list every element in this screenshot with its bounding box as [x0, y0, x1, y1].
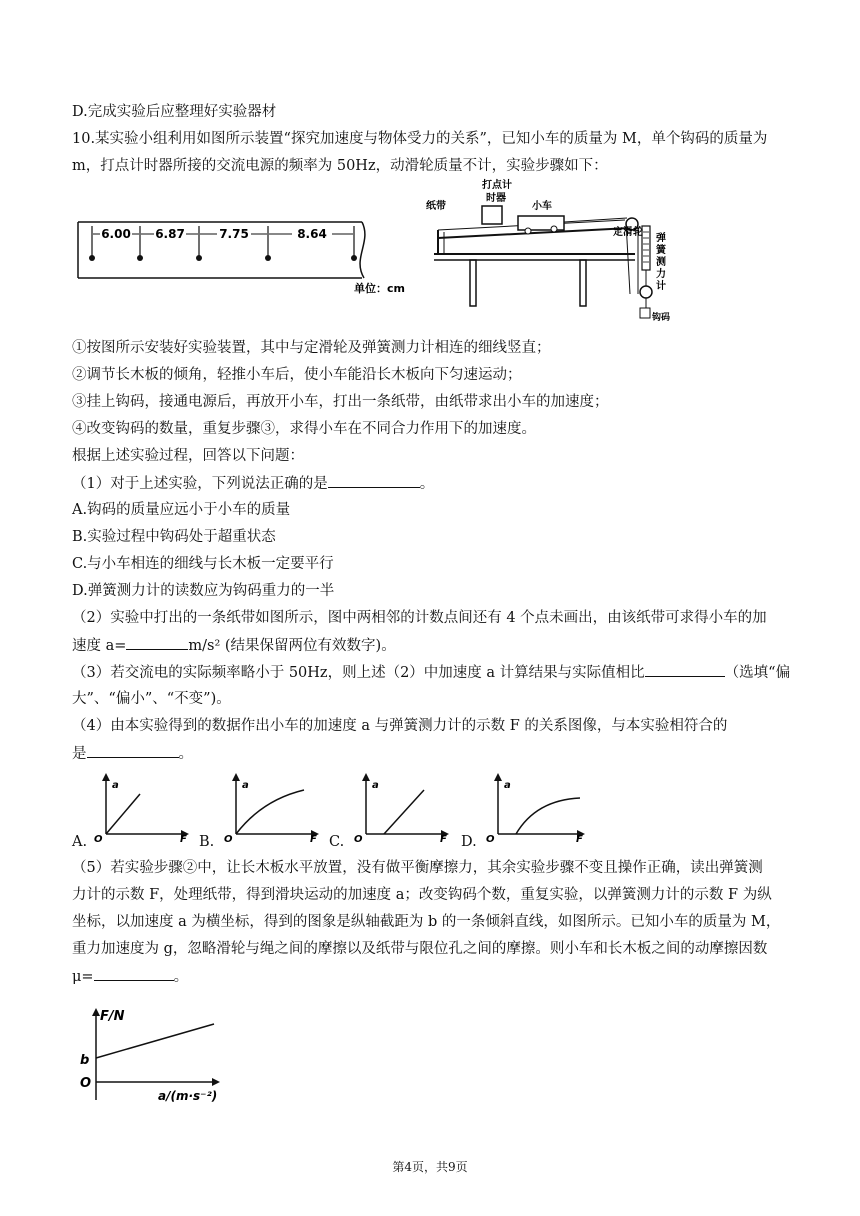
- graph-option-c: [352, 770, 452, 842]
- timer-shape: [482, 206, 502, 224]
- tape-unit-label: 单位：cm: [354, 282, 405, 295]
- paper-tape-figure: [72, 212, 420, 298]
- label-cart: 小车: [532, 201, 552, 212]
- step-1: ①按图所示安装好实验装置，其中与定滑轮及弹簧测力计相连的细线竖直；: [72, 340, 551, 356]
- label-hook-weight: 钩码: [652, 313, 671, 323]
- p5-line4: 重力加速度为 g，忽略滑轮与绳之间的摩擦以及纸带与限位孔之间的摩擦。则小车和长木板之间的动摩擦因数: [72, 941, 768, 957]
- q10-intro-line1: 10.某实验小组利用如图所示装置“探究加速度与物体受力的关系”，已知小车的质量为 M，单个钩码的质量为: [72, 131, 768, 147]
- graph-d-y-label: a: [504, 780, 511, 791]
- p1-answer-blank: [328, 473, 420, 488]
- apparatus-figure: [420, 178, 700, 328]
- graph-option-a-label: A.: [72, 834, 88, 850]
- p4-line2-suffix: 。: [178, 746, 193, 762]
- p4-line2: [72, 743, 193, 764]
- step-4: ④改变钩码的数量，重复步骤③，求得小车在不同合力作用下的加速度。: [72, 421, 536, 437]
- p1-option-d: D.弹簧测力计的读数应为钩码重力的一半: [72, 583, 335, 599]
- graph-b-origin: O: [224, 834, 233, 842]
- tape-segment-4: 8.64: [297, 227, 327, 241]
- p3-line2: 大”、“偏小”、“不变”)。: [72, 691, 231, 707]
- graph-c-y-label: a: [372, 780, 379, 791]
- p5-graph: [74, 1000, 234, 1110]
- p5-graph-x-label: a/(m·s⁻²): [158, 1089, 218, 1103]
- label-pulley: 定滑轮: [613, 227, 643, 238]
- graph-a-x-label: F: [180, 834, 187, 842]
- p1-option-a: A.钩码的质量应远小于小车的质量: [72, 502, 291, 518]
- tape-segment-3: 7.75: [219, 227, 249, 241]
- p3-line1: [72, 662, 790, 683]
- p4-answer-blank: [87, 743, 179, 758]
- prev-option-d: D.完成实验后应整理好实验器材: [72, 104, 277, 120]
- page-footer: 第4页，共9页: [392, 1160, 468, 1174]
- p5-mu-suffix: 。: [173, 969, 189, 985]
- p5-line2: 力计的示数 F，处理纸带，得到滑块运动的加速度 a；改变钩码个数，重复实验，以弹簧测力计的示数 F 为纵: [72, 887, 772, 903]
- p2-line2-prefix: 速度 a=: [72, 638, 127, 654]
- p5-graph-origin: O: [80, 1076, 92, 1091]
- label-spring-scale: 弹簧测力计: [656, 233, 666, 292]
- answer-prompt: 根据上述实验过程，回答以下问题：: [72, 448, 304, 464]
- p1-stem: （1）对于上述实验，下列说法正确的是 。: [72, 473, 434, 494]
- p4-line2-prefix: 是: [72, 746, 87, 762]
- label-paper-tape: 纸带: [426, 201, 446, 212]
- p3-line1-text: （3）若交流电的实际频率略小于 50Hz，则上述（2）中加速度 a 计算结果与实际值相比: [72, 665, 645, 681]
- graph-option-d-label: D.: [461, 834, 477, 850]
- step-2: ②调节长木板的倾角，轻推小车后，使小车能沿长木板向下匀速运动；: [72, 367, 522, 383]
- p5-line3: 坐标，以加速度 a 为横坐标，得到的图象是纵轴截距为 b 的一条倾斜直线，如图所示。已知小车的质量为 M，: [72, 914, 781, 930]
- graph-c-x-label: F: [440, 834, 447, 842]
- graph-option-d: [484, 770, 588, 842]
- p5-graph-intercept: b: [80, 1053, 90, 1068]
- tape-segment-1: 6.00: [101, 227, 131, 241]
- p2-answer-blank: [126, 635, 188, 650]
- graph-c-origin: O: [354, 834, 363, 842]
- graph-option-c-label: C.: [329, 834, 345, 850]
- p1-option-c: C.与小车相连的细线与长木板一定要平行: [72, 556, 334, 572]
- p2-line1: （2）实验中打出的一条纸带如图所示，图中两相邻的计数点间还有 4 个点未画出，由该纸带可求得小车的加: [72, 610, 767, 626]
- label-timer-line2: 时器: [486, 193, 506, 204]
- p3-answer-blank: [645, 662, 725, 677]
- label-timer-line1: 打点计: [482, 180, 512, 191]
- graph-option-b: [222, 770, 322, 842]
- graph-option-a: [92, 770, 192, 842]
- graph-a-origin: O: [94, 834, 103, 842]
- tape-segment-2: 6.87: [155, 227, 185, 241]
- graph-d-x-label: F: [576, 834, 583, 842]
- p5-graph-y-label: F/N: [100, 1009, 125, 1024]
- p4-line1: （4）由本实验得到的数据作出小车的加速度 a 与弹簧测力计的示数 F 的关系图像，与本实验相符合的: [72, 718, 728, 734]
- p5-answer-blank: [94, 966, 174, 981]
- graph-b-y-label: a: [242, 780, 249, 791]
- p2-line2-suffix: m/s² (结果保留两位有效数字)。: [188, 638, 396, 654]
- step-3: ③挂上钩码，接通电源后，再放开小车，打出一条纸带，由纸带求出小车的加速度；: [72, 394, 609, 410]
- p1-option-b: B.实验过程中钩码处于超重状态: [72, 529, 276, 545]
- p5-mu-line: [72, 966, 188, 987]
- p5-line1: （5）若实验步骤②中，让长木板水平放置，没有做平衡摩擦力，其余实验步骤不变且操作正确，读出弹簧测: [72, 860, 763, 876]
- graph-d-origin: O: [486, 834, 495, 842]
- p2-line2: [72, 635, 396, 656]
- p5-mu-prefix: μ=: [72, 969, 94, 985]
- q10-intro-line2: m，打点计时器所接的交流电源的频率为 50Hz，动滑轮质量不计，实验步骤如下：: [72, 158, 608, 174]
- graph-a-y-label: a: [112, 780, 119, 791]
- p3-line1-suffix: （选填“偏: [724, 665, 791, 681]
- graph-option-b-label: B.: [199, 834, 215, 850]
- graph-b-x-label: F: [310, 834, 317, 842]
- p1-stem-text: （1）对于上述实验，下列说法正确的是: [72, 476, 328, 492]
